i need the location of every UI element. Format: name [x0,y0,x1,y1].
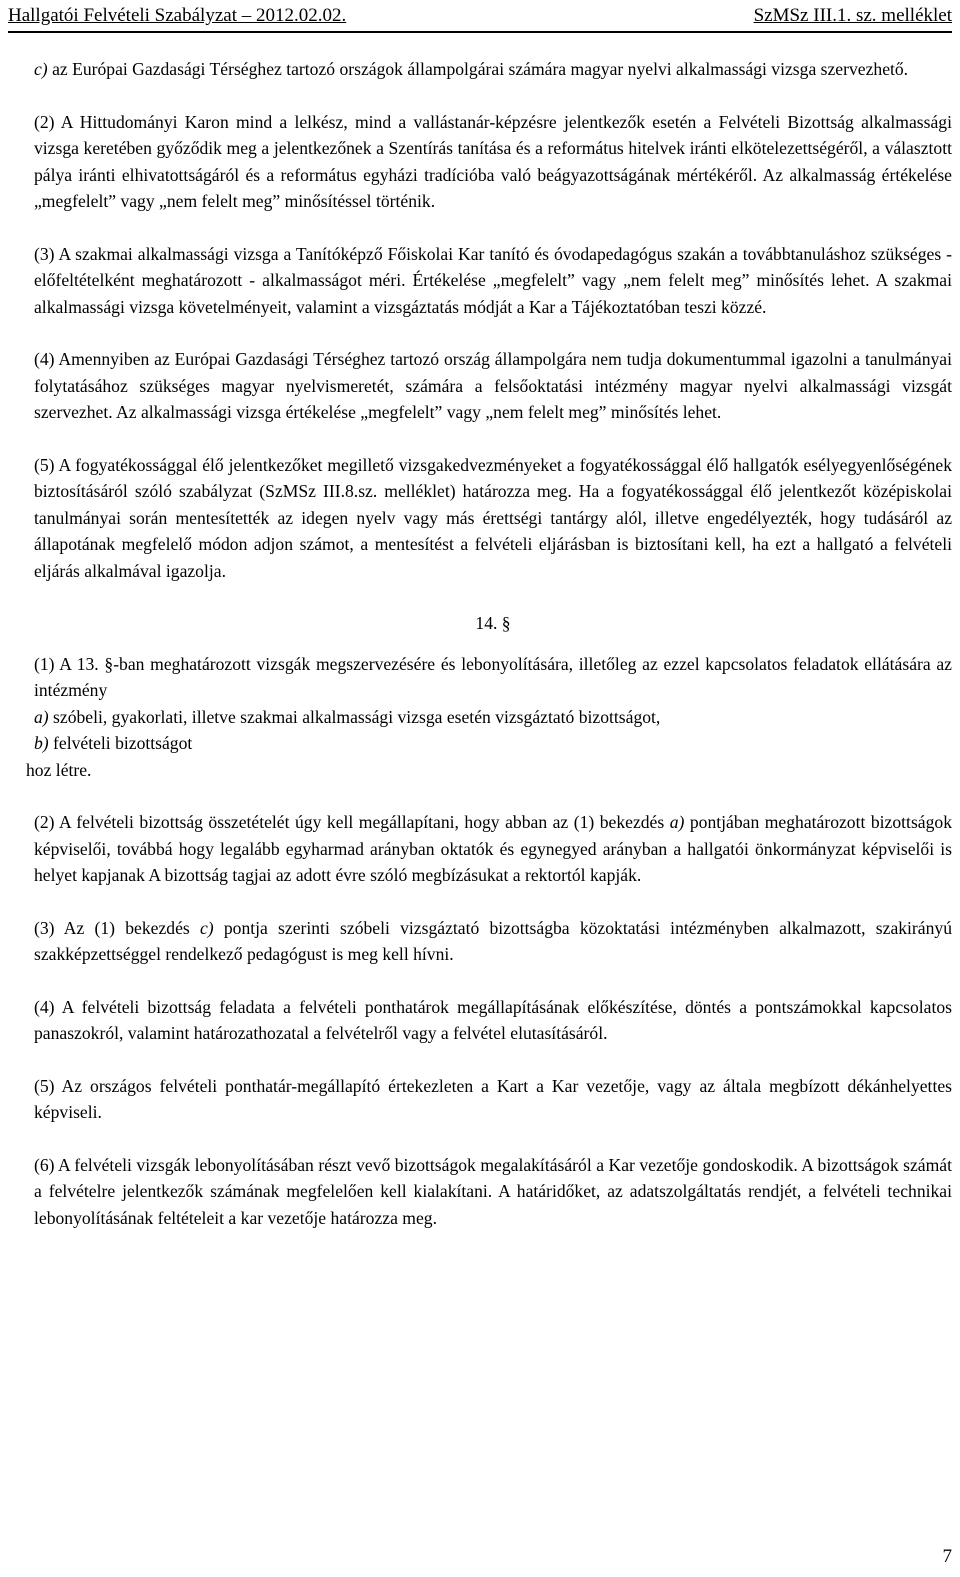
section-number: 14. § [475,613,511,633]
item-reference: c) [199,917,214,938]
paragraph-text: pontjában meghatározott bizottságok képviselői, továbbá hogy legalább egyharmad arányban oktatók és egynegyed arányban a hallgatói önkormányzat képviselői is helyet kapjanak A bizottság tagjai az adott évre szóló megbízásukat a rektortól kapják. [34,812,952,885]
document-body [26,56,952,1257]
paragraph-2: (2) A Hittudományi Karon mind a lelkész, mind a vallástanár-képzésre jelentkezők esetén a Felvételi Bizottság alkalmassági vizsga keretében győződik meg a jelentkezőnek a Szentírás tanítása és a református hitelvek iránti elkötelezettségéről, a választott pálya iránti elhivatottságáról és a református egyházi tradícióba való beágyazottságának mértékéről. Az alkalmasság értékelése „megfelelt” vagy „nem felelt meg” minősítéssel történik. [34,111,952,211]
item-label: b) [34,733,49,753]
list-item-b: felvételi bizottságot [48,733,193,753]
paragraph-text: (1) A 13. §-ban meghatározott vizsgák megszervezésére és lebonyolítására, illetőleg az ezzel kapcsolatos feladatok ellátására az intézmény [34,653,952,700]
page-number: 7 [942,1546,952,1567]
item-label: a) [34,706,49,727]
header-annex [754,3,952,29]
paragraph-5: (5) A fogyatékossággal élő jelentkezőket megillető vizsgakedvezményeket a fogyatékossággal élő hallgatók esélyegyenlőségének biztosításáról szóló szabályzat (SzMSz III.8.sz. melléklet) határozza meg. Ha a fogyatékossággal élő jelentkezőt középiskolai tanulmányai során mentesítették az idegen nyelv vagy más érettségi tantárgy alól, illetve engedélyezték, hogy tudásáról az állapotának megfelelő módon adjon számot, a mentesítést a felvételi eljárásban is biztosítani kell, ha ezt a hallgató a felvételi eljárás alkalmával igazolja. [34,454,952,581]
section14-paragraph-4: (4) A felvételi bizottság feladata a felvételi ponthatárok megállapításának előkészítése, döntés a pontszámokkal kapcsolatos panaszokról, valamint határozathozatal a felvételről vagy a felvétel elutasításáról. [34,996,952,1043]
paragraph-4: (4) Amennyiben az Európai Gazdasági Térséghez tartozó ország állampolgára nem tudja dokumentummal igazolni a tanulmányai folytatásához szükséges magyar nyelvismeretét, számára a felsőoktatási intézmény magyar nyelvi alkalmassági vizsgát szervezhet. Az alkalmassági vizsga értékelése „megfelelt” vagy „nem felelt meg” minősítés lehet. [34,349,952,422]
paragraph-c [34,56,952,83]
list-item-a: szóbeli, gyakorlati, illetve szakmai alkalmassági vizsga esetén vizsgáztató bizottságot, [48,706,661,727]
section14-paragraph-3 [34,915,952,968]
paragraph-text: (3) Az (1) bekezdés [34,917,200,938]
section14-paragraph-5: (5) Az országos felvételi ponthatár-megállapító értekezleten a Kart a Kar vezetője, vagy az általa megbízott dékánhelyettes képviseli. [34,1075,952,1122]
header-title [8,3,346,29]
section14-paragraph-6: (6) A felvételi vizsgák lebonyolításában részt vevő bizottságok megalakításáról a Kar vezetője gondoskodik. A bizottságok számát a felvételre jelentkezők számának megfelelően kell kialakítani. A határidőket, az adatszolgáltatás rendjét, a felvételi technikai lebonyolításának feltételeit a kar vezetője határozza meg. [34,1154,952,1228]
paragraph-3: (3) A szakmai alkalmassági vizsga a Tanítóképző Főiskolai Kar tanító és óvodapedagógus szakán a továbbtanuláshoz szükséges - előfeltételként meghatározott - alkalmasságot méri. Értékelése „megfelelt” vagy „nem felelt meg” minősítés lehet. A szakmai alkalmassági vizsga követelményeit, valamint a vizsgáztatás módját a Kar a Tájékoztatóban teszi közzé. [34,243,952,317]
section14-paragraph-2 [34,809,952,889]
paragraph-text: (2) A felvételi bizottság összetételét úgy kell megállapítani, hogy abban az (1) bekezdés [34,812,670,832]
paragraph-text: az Európai Gazdasági Térséghez tartozó országok állampolgárai számára magyar nyelvi alkalmassági vizsga szervezhető. [47,59,909,79]
item-label: c) [34,59,48,79]
header-annex-text: SzMSz III.1. sz. melléklet [753,5,952,26]
item-reference: a) [669,812,685,832]
paragraph-ending: hoz létre. [26,759,92,780]
header-title-text: Hallgatói Felvételi Szabályzat – 2012.02.02. [8,5,347,26]
section14-paragraph-1 [26,651,952,784]
page-header [8,1,952,33]
paragraph-text: pontja szerinti szóbeli vizsgáztató bizottságba közoktatási intézményben alkalmazott, szakirányú szakképzettséggel rendelkező pedagógust is meg kell hívni. [34,917,952,964]
